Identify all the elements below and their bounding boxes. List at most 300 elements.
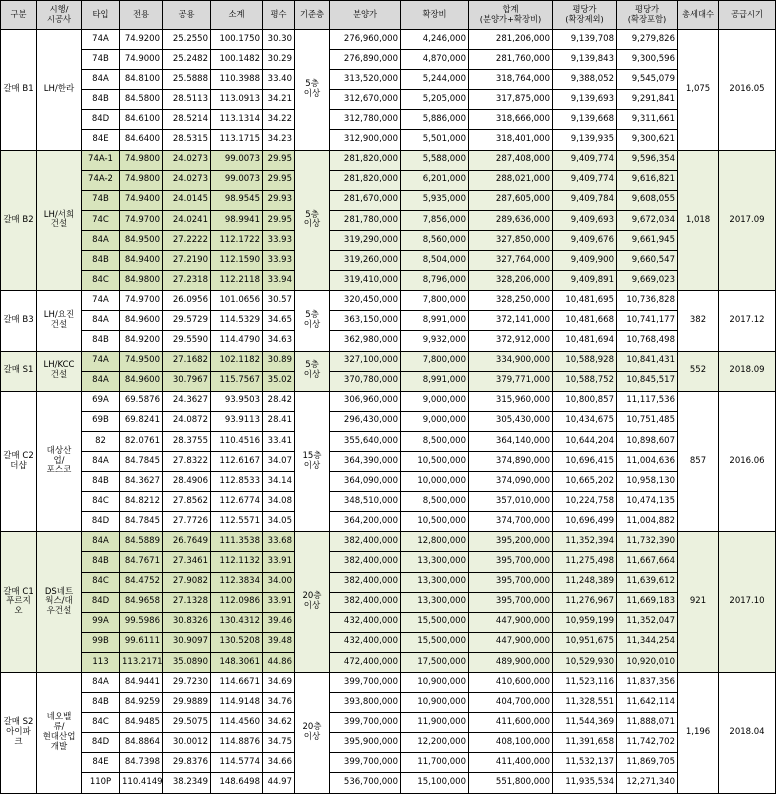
price-per-pyeong-incl: 10,920,010 xyxy=(617,652,678,672)
sale-price: 364,390,000 xyxy=(330,451,401,471)
total-area: 113.1715 xyxy=(211,130,263,150)
price-per-pyeong-excl: 10,481,694 xyxy=(553,331,617,351)
column-header: 확장비 xyxy=(401,1,469,30)
exclusive-area: 84.8212 xyxy=(120,492,163,512)
unit-type: 113 xyxy=(82,652,120,672)
pyeong: 33.91 xyxy=(263,592,295,612)
extension-cost: 5,886,000 xyxy=(401,110,469,130)
price-per-pyeong-incl: 11,004,636 xyxy=(617,451,678,471)
price-per-pyeong-incl: 9,608,055 xyxy=(617,190,678,210)
sale-price: 393,800,000 xyxy=(330,693,401,713)
total-price: 447,900,000 xyxy=(469,612,553,632)
unit-type: 74A xyxy=(82,351,120,371)
pyeong: 28.41 xyxy=(263,411,295,431)
column-header: 평당가 (확장제외) xyxy=(553,1,617,30)
price-per-pyeong-incl: 11,732,390 xyxy=(617,532,678,552)
total-price: 372,141,000 xyxy=(469,311,553,331)
total-price: 357,010,000 xyxy=(469,492,553,512)
price-per-pyeong-excl: 11,523,116 xyxy=(553,673,617,693)
price-per-pyeong-incl: 10,841,431 xyxy=(617,351,678,371)
pyeong: 34.00 xyxy=(263,572,295,592)
sale-price: 382,400,000 xyxy=(330,572,401,592)
group-name: 갈매 C2 더샵 xyxy=(1,391,37,532)
pyeong: 34.66 xyxy=(263,753,295,773)
price-per-pyeong-excl: 10,951,675 xyxy=(553,632,617,652)
total-area: 100.1482 xyxy=(211,50,263,70)
price-per-pyeong-incl: 9,661,945 xyxy=(617,230,678,250)
extension-cost: 10,900,000 xyxy=(401,693,469,713)
exclusive-area: 74.9700 xyxy=(120,210,163,230)
pyeong: 39.48 xyxy=(263,632,295,652)
common-area: 28.5113 xyxy=(163,90,211,110)
group-company: LH/요진 건설 xyxy=(37,291,82,351)
sale-price: 281,670,000 xyxy=(330,190,401,210)
total-price: 315,960,000 xyxy=(469,391,553,411)
exclusive-area: 84.7398 xyxy=(120,753,163,773)
supply-date: 2017.12 xyxy=(719,291,776,351)
total-price: 411,400,000 xyxy=(469,753,553,773)
column-header: 타입 xyxy=(82,1,120,30)
extension-cost: 8,796,000 xyxy=(401,271,469,291)
extension-cost: 12,800,000 xyxy=(401,532,469,552)
price-per-pyeong-incl: 11,639,612 xyxy=(617,572,678,592)
unit-type: 84C xyxy=(82,492,120,512)
exclusive-area: 74.9000 xyxy=(120,50,163,70)
pyeong: 34.08 xyxy=(263,492,295,512)
exclusive-area: 84.9200 xyxy=(120,331,163,351)
extension-cost: 10,500,000 xyxy=(401,451,469,471)
exclusive-area: 84.9441 xyxy=(120,673,163,693)
total-area: 112.8533 xyxy=(211,472,263,492)
sale-price: 276,890,000 xyxy=(330,50,401,70)
price-per-pyeong-incl: 9,669,023 xyxy=(617,271,678,291)
price-per-pyeong-excl: 9,409,774 xyxy=(553,150,617,170)
total-area: 93.9113 xyxy=(211,411,263,431)
exclusive-area: 84.9600 xyxy=(120,371,163,391)
supply-date: 2016.06 xyxy=(719,391,776,532)
extension-cost: 12,200,000 xyxy=(401,733,469,753)
exclusive-area: 110.4149 xyxy=(120,773,163,793)
base-floor: 20층 이상 xyxy=(295,532,330,673)
price-per-pyeong-incl: 11,117,536 xyxy=(617,391,678,411)
price-per-pyeong-incl: 12,271,340 xyxy=(617,773,678,793)
unit-type: 74A-2 xyxy=(82,170,120,190)
table-row xyxy=(1,230,776,250)
total-area: 148.6498 xyxy=(211,773,263,793)
price-per-pyeong-excl: 10,644,204 xyxy=(553,431,617,451)
supply-date: 2018.04 xyxy=(719,673,776,794)
total-area: 114.4790 xyxy=(211,331,263,351)
table-row xyxy=(1,431,776,451)
extension-cost: 11,700,000 xyxy=(401,753,469,773)
total-area: 100.1750 xyxy=(211,30,263,50)
table-row xyxy=(1,693,776,713)
sale-price: 362,980,000 xyxy=(330,331,401,351)
unit-type: 84D xyxy=(82,733,120,753)
common-area: 27.9082 xyxy=(163,572,211,592)
total-price: 404,700,000 xyxy=(469,693,553,713)
total-area: 112.1132 xyxy=(211,552,263,572)
price-per-pyeong-excl: 10,481,695 xyxy=(553,291,617,311)
total-households: 1,075 xyxy=(678,30,719,151)
extension-cost: 4,246,000 xyxy=(401,30,469,50)
common-area: 27.3461 xyxy=(163,552,211,572)
unit-type: 84B xyxy=(82,552,120,572)
total-area: 114.5329 xyxy=(211,311,263,331)
table-row xyxy=(1,170,776,190)
extension-cost: 7,800,000 xyxy=(401,291,469,311)
total-price: 334,900,000 xyxy=(469,351,553,371)
group-name: 갈매 C1 푸르지 오 xyxy=(1,532,37,673)
extension-cost: 13,300,000 xyxy=(401,552,469,572)
column-header: 분양가 xyxy=(330,1,401,30)
total-price: 408,100,000 xyxy=(469,733,553,753)
common-area: 26.0956 xyxy=(163,291,211,311)
exclusive-area: 84.8100 xyxy=(120,70,163,90)
total-price: 374,890,000 xyxy=(469,451,553,471)
pyeong: 34.21 xyxy=(263,90,295,110)
exclusive-area: 74.9200 xyxy=(120,30,163,50)
base-floor: 5층 이상 xyxy=(295,351,330,391)
common-area: 27.2222 xyxy=(163,230,211,250)
common-area: 29.9889 xyxy=(163,693,211,713)
column-header: 공급시기 xyxy=(719,1,776,30)
price-per-pyeong-excl: 9,409,900 xyxy=(553,251,617,271)
group-company: LH/KCC 건설 xyxy=(37,351,82,391)
pyeong: 33.94 xyxy=(263,271,295,291)
extension-cost: 8,500,000 xyxy=(401,431,469,451)
exclusive-area: 82.0761 xyxy=(120,431,163,451)
table-row xyxy=(1,371,776,391)
unit-type: 99B xyxy=(82,632,120,652)
total-price: 551,800,000 xyxy=(469,773,553,793)
price-per-pyeong-incl: 9,300,596 xyxy=(617,50,678,70)
total-area: 114.9148 xyxy=(211,693,263,713)
exclusive-area: 84.9259 xyxy=(120,693,163,713)
group-company: LH/서희 건설 xyxy=(37,150,82,291)
pyeong: 34.05 xyxy=(263,512,295,532)
total-area: 93.9503 xyxy=(211,391,263,411)
price-per-pyeong-excl: 10,588,752 xyxy=(553,371,617,391)
price-per-pyeong-incl: 9,672,034 xyxy=(617,210,678,230)
exclusive-area: 113.2171 xyxy=(120,652,163,672)
sale-price: 281,820,000 xyxy=(330,150,401,170)
pyeong: 44.97 xyxy=(263,773,295,793)
table-row xyxy=(1,451,776,471)
table-row xyxy=(1,411,776,431)
price-per-pyeong-incl: 11,642,114 xyxy=(617,693,678,713)
exclusive-area: 69.5876 xyxy=(120,391,163,411)
pyeong: 34.76 xyxy=(263,693,295,713)
table-row xyxy=(1,110,776,130)
table-row xyxy=(1,50,776,70)
total-area: 112.3834 xyxy=(211,572,263,592)
common-area: 27.8322 xyxy=(163,451,211,471)
total-households: 552 xyxy=(678,351,719,391)
sale-price: 363,150,000 xyxy=(330,311,401,331)
total-area: 112.1590 xyxy=(211,251,263,271)
pyeong: 44.86 xyxy=(263,652,295,672)
total-area: 102.1182 xyxy=(211,351,263,371)
common-area: 28.5315 xyxy=(163,130,211,150)
total-price: 327,764,000 xyxy=(469,251,553,271)
sale-price: 472,400,000 xyxy=(330,652,401,672)
pyeong: 29.95 xyxy=(263,150,295,170)
unit-type: 84E xyxy=(82,130,120,150)
exclusive-area: 99.5986 xyxy=(120,612,163,632)
total-price: 395,200,000 xyxy=(469,532,553,552)
column-header: 기준층 xyxy=(295,1,330,30)
price-per-pyeong-excl: 10,665,202 xyxy=(553,472,617,492)
price-per-pyeong-excl: 11,248,389 xyxy=(553,572,617,592)
common-area: 28.3755 xyxy=(163,431,211,451)
price-per-pyeong-excl: 11,935,534 xyxy=(553,773,617,793)
price-per-pyeong-incl: 10,768,498 xyxy=(617,331,678,351)
table-row xyxy=(1,472,776,492)
unit-type: 82 xyxy=(82,431,120,451)
price-per-pyeong-excl: 9,409,676 xyxy=(553,230,617,250)
sale-price: 281,820,000 xyxy=(330,170,401,190)
table-row xyxy=(1,291,776,311)
common-area: 25.5888 xyxy=(163,70,211,90)
sale-price: 364,200,000 xyxy=(330,512,401,532)
price-per-pyeong-incl: 9,311,661 xyxy=(617,110,678,130)
table-row xyxy=(1,90,776,110)
extension-cost: 8,991,000 xyxy=(401,311,469,331)
pyeong: 33.91 xyxy=(263,552,295,572)
unit-type: 84C xyxy=(82,572,120,592)
extension-cost: 5,588,000 xyxy=(401,150,469,170)
sale-price: 312,670,000 xyxy=(330,90,401,110)
common-area: 28.4906 xyxy=(163,472,211,492)
exclusive-area: 99.6111 xyxy=(120,632,163,652)
total-area: 112.1722 xyxy=(211,230,263,250)
total-price: 395,700,000 xyxy=(469,572,553,592)
total-area: 99.0073 xyxy=(211,170,263,190)
price-per-pyeong-incl: 10,845,517 xyxy=(617,371,678,391)
total-area: 99.0073 xyxy=(211,150,263,170)
sale-price: 364,090,000 xyxy=(330,472,401,492)
sale-price: 382,400,000 xyxy=(330,552,401,572)
pyeong: 34.23 xyxy=(263,130,295,150)
total-price: 287,605,000 xyxy=(469,190,553,210)
unit-type: 84B xyxy=(82,472,120,492)
price-per-pyeong-excl: 10,696,415 xyxy=(553,451,617,471)
total-area: 110.4516 xyxy=(211,431,263,451)
unit-type: 84A xyxy=(82,532,120,552)
extension-cost: 9,932,000 xyxy=(401,331,469,351)
unit-type: 84B xyxy=(82,90,120,110)
total-area: 112.6167 xyxy=(211,451,263,471)
pyeong: 34.14 xyxy=(263,472,295,492)
sale-price: 399,700,000 xyxy=(330,753,401,773)
price-per-pyeong-excl: 9,139,668 xyxy=(553,110,617,130)
column-header: 평당가 (확장포함) xyxy=(617,1,678,30)
sale-price: 327,100,000 xyxy=(330,351,401,371)
table-row xyxy=(1,592,776,612)
base-floor: 20층 이상 xyxy=(295,673,330,794)
price-per-pyeong-excl: 11,532,137 xyxy=(553,753,617,773)
price-per-pyeong-excl: 9,139,708 xyxy=(553,30,617,50)
extension-cost: 10,500,000 xyxy=(401,512,469,532)
price-per-pyeong-excl: 9,409,891 xyxy=(553,271,617,291)
column-header: 공용 xyxy=(163,1,211,30)
group-name: 갈매 S1 xyxy=(1,351,37,391)
common-area: 29.5729 xyxy=(163,311,211,331)
common-area: 24.3627 xyxy=(163,391,211,411)
table-row xyxy=(1,190,776,210)
unit-type: 84B xyxy=(82,251,120,271)
pyeong: 29.95 xyxy=(263,170,295,190)
supply-date: 2017.09 xyxy=(719,150,776,291)
table-row xyxy=(1,773,776,793)
sale-price: 320,450,000 xyxy=(330,291,401,311)
common-area: 24.0145 xyxy=(163,190,211,210)
group-company: 네오밸 류/ 현대산업 개발 xyxy=(37,673,82,794)
price-per-pyeong-incl: 10,958,130 xyxy=(617,472,678,492)
sale-price: 319,290,000 xyxy=(330,230,401,250)
total-price: 489,900,000 xyxy=(469,652,553,672)
column-header: 평수 xyxy=(263,1,295,30)
table-row xyxy=(1,70,776,90)
base-floor: 5층 이상 xyxy=(295,291,330,351)
extension-cost: 15,500,000 xyxy=(401,632,469,652)
sale-price: 382,400,000 xyxy=(330,532,401,552)
common-area: 38.2349 xyxy=(163,773,211,793)
price-per-pyeong-incl: 9,616,821 xyxy=(617,170,678,190)
total-price: 328,250,000 xyxy=(469,291,553,311)
exclusive-area: 69.8241 xyxy=(120,411,163,431)
common-area: 29.5075 xyxy=(163,713,211,733)
table-row xyxy=(1,251,776,271)
exclusive-area: 84.9485 xyxy=(120,713,163,733)
sale-price: 399,700,000 xyxy=(330,713,401,733)
pyeong: 29.93 xyxy=(263,190,295,210)
price-per-pyeong-excl: 11,328,551 xyxy=(553,693,617,713)
pyeong: 39.46 xyxy=(263,612,295,632)
total-price: 288,021,000 xyxy=(469,170,553,190)
common-area: 30.8326 xyxy=(163,612,211,632)
price-per-pyeong-incl: 9,596,354 xyxy=(617,150,678,170)
group-name: 갈매 B1 xyxy=(1,30,37,151)
table-row xyxy=(1,311,776,331)
group-company: DS네트 웍스/대 우건설 xyxy=(37,532,82,673)
common-area: 30.9097 xyxy=(163,632,211,652)
common-area: 27.1328 xyxy=(163,592,211,612)
price-per-pyeong-incl: 11,669,183 xyxy=(617,592,678,612)
pyeong: 34.69 xyxy=(263,673,295,693)
sale-price: 312,780,000 xyxy=(330,110,401,130)
unit-type: 69A xyxy=(82,391,120,411)
extension-cost: 5,205,000 xyxy=(401,90,469,110)
total-price: 289,636,000 xyxy=(469,210,553,230)
total-price: 318,666,000 xyxy=(469,110,553,130)
total-households: 921 xyxy=(678,532,719,673)
pyeong: 30.30 xyxy=(263,30,295,50)
price-per-pyeong-incl: 9,279,826 xyxy=(617,30,678,50)
price-per-pyeong-excl: 10,529,930 xyxy=(553,652,617,672)
column-header: 총세대수 xyxy=(678,1,719,30)
table-row xyxy=(1,391,776,411)
common-area: 30.7967 xyxy=(163,371,211,391)
price-per-pyeong-excl: 10,800,857 xyxy=(553,391,617,411)
supply-date: 2017.10 xyxy=(719,532,776,673)
sale-price: 395,900,000 xyxy=(330,733,401,753)
total-area: 112.2118 xyxy=(211,271,263,291)
exclusive-area: 74.9800 xyxy=(120,170,163,190)
table-row xyxy=(1,30,776,50)
table-row xyxy=(1,673,776,693)
total-area: 110.3988 xyxy=(211,70,263,90)
unit-type: 74B xyxy=(82,50,120,70)
extension-cost: 4,870,000 xyxy=(401,50,469,70)
price-per-pyeong-excl: 11,391,658 xyxy=(553,733,617,753)
sale-price: 432,400,000 xyxy=(330,632,401,652)
unit-type: 84A xyxy=(82,451,120,471)
sale-price: 319,260,000 xyxy=(330,251,401,271)
exclusive-area: 84.6400 xyxy=(120,130,163,150)
exclusive-area: 84.7845 xyxy=(120,512,163,532)
price-per-pyeong-incl: 11,888,071 xyxy=(617,713,678,733)
pyeong: 33.41 xyxy=(263,431,295,451)
price-per-pyeong-incl: 10,736,828 xyxy=(617,291,678,311)
price-per-pyeong-incl: 11,352,047 xyxy=(617,612,678,632)
pyeong: 35.02 xyxy=(263,371,295,391)
pyeong: 30.57 xyxy=(263,291,295,311)
extension-cost: 8,560,000 xyxy=(401,230,469,250)
price-per-pyeong-excl: 10,588,928 xyxy=(553,351,617,371)
price-per-pyeong-excl: 10,224,758 xyxy=(553,492,617,512)
table-row xyxy=(1,150,776,170)
sale-price: 276,960,000 xyxy=(330,30,401,50)
common-area: 26.7649 xyxy=(163,532,211,552)
total-price: 328,206,000 xyxy=(469,271,553,291)
extension-cost: 10,900,000 xyxy=(401,673,469,693)
table-row xyxy=(1,632,776,652)
exclusive-area: 84.7671 xyxy=(120,552,163,572)
price-per-pyeong-incl: 11,742,702 xyxy=(617,733,678,753)
price-per-pyeong-incl: 11,837,356 xyxy=(617,673,678,693)
table-row xyxy=(1,351,776,371)
price-per-pyeong-excl: 9,139,843 xyxy=(553,50,617,70)
unit-type: 74A-1 xyxy=(82,150,120,170)
common-area: 27.2190 xyxy=(163,251,211,271)
price-per-pyeong-excl: 11,352,394 xyxy=(553,532,617,552)
table-row xyxy=(1,331,776,351)
common-area: 27.1682 xyxy=(163,351,211,371)
price-per-pyeong-excl: 9,409,693 xyxy=(553,210,617,230)
common-area: 24.0273 xyxy=(163,170,211,190)
extension-cost: 10,000,000 xyxy=(401,472,469,492)
table-row xyxy=(1,492,776,512)
price-per-pyeong-excl: 9,409,774 xyxy=(553,170,617,190)
group-name: 갈매 B3 xyxy=(1,291,37,351)
pyeong: 33.93 xyxy=(263,251,295,271)
pyeong: 33.68 xyxy=(263,532,295,552)
total-price: 410,600,000 xyxy=(469,673,553,693)
extension-cost: 17,500,000 xyxy=(401,652,469,672)
unit-type: 84C xyxy=(82,271,120,291)
exclusive-area: 84.6100 xyxy=(120,110,163,130)
sale-price: 319,410,000 xyxy=(330,271,401,291)
table-row xyxy=(1,652,776,672)
exclusive-area: 84.9600 xyxy=(120,311,163,331)
table-row xyxy=(1,271,776,291)
sale-price: 296,430,000 xyxy=(330,411,401,431)
common-area: 30.0012 xyxy=(163,733,211,753)
extension-cost: 8,991,000 xyxy=(401,371,469,391)
base-floor: 15층 이상 xyxy=(295,391,330,532)
